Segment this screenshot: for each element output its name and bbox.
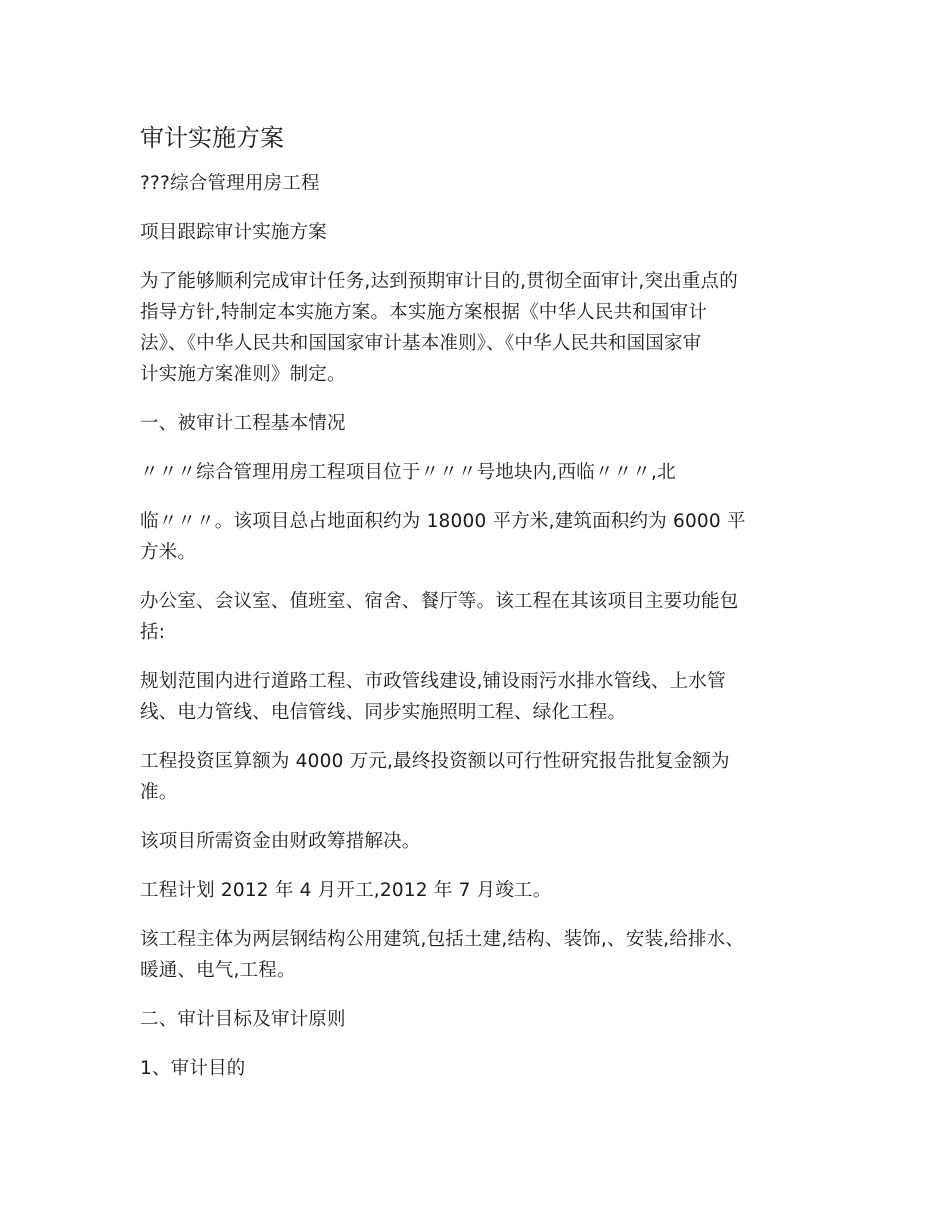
planning-line: 线、电力管线、电信管线、同步实施照明工程、绿化工程。 (140, 702, 627, 723)
functions-line: 括: (140, 622, 166, 643)
investment-line: 准。 (140, 782, 178, 803)
schedule-paragraph: 工程计划 2012 年 4 月开工,2012 年 7 月竣工。 (140, 880, 552, 901)
location-paragraph: 〃〃〃综合管理用房工程项目位于〃〃〃号地块内,西临〃〃〃,北 (140, 462, 676, 483)
plan-subtitle: 项目跟踪审计实施方案 (140, 222, 328, 243)
investment-line: 工程投资匡算额为 4000 万元,最终投资额以可行性研究报告批复金额为 (140, 751, 730, 772)
project-name: ???综合管理用房工程 (140, 173, 320, 194)
funding-paragraph: 该项目所需资金由财政筹措解决。 (140, 831, 421, 852)
structure-paragraph (140, 924, 820, 986)
area-line: 临〃〃〃。该项目总占地面积约为 18000 平方米,建筑面积约为 6000 平 (140, 511, 746, 532)
section-1-heading: 一、被审计工程基本情况 (140, 413, 346, 434)
intro-paragraph (140, 266, 820, 390)
intro-line: 指导方针,特制定本实施方案。本实施方案根据《中华人民共和国审计 (140, 302, 708, 323)
intro-line: 法》、《中华人民共和国国家审计基本准则》、《中华人民共和国国家审 (140, 333, 702, 354)
section-2-1-heading: 1、审计目的 (140, 1058, 246, 1079)
investment-paragraph (140, 746, 820, 808)
intro-line: 为了能够顺利完成审计任务,达到预期审计目的,贯彻全面审计,突出重点的 (140, 271, 738, 292)
area-line: 方米。 (140, 542, 197, 563)
area-paragraph (140, 506, 820, 568)
planning-paragraph (140, 666, 820, 728)
structure-line: 暖通、电气,工程。 (140, 960, 296, 981)
functions-line: 办公室、会议室、值班室、宿舍、餐厅等。该工程在其该项目主要功能包 (140, 591, 739, 612)
intro-line: 计实施方案准则》制定。 (140, 364, 346, 385)
structure-line: 该工程主体为两层钢结构公用建筑,包括土建,结构、装饰,、安装,给排水、 (140, 929, 745, 950)
functions-paragraph (140, 586, 820, 648)
document-body (140, 118, 820, 1102)
document-title: 审计实施方案 (140, 124, 284, 152)
section-2-heading: 二、审计目标及审计原则 (140, 1009, 346, 1030)
planning-line: 规划范围内进行道路工程、市政管线建设,铺设雨污水排水管线、上水管 (140, 671, 726, 692)
